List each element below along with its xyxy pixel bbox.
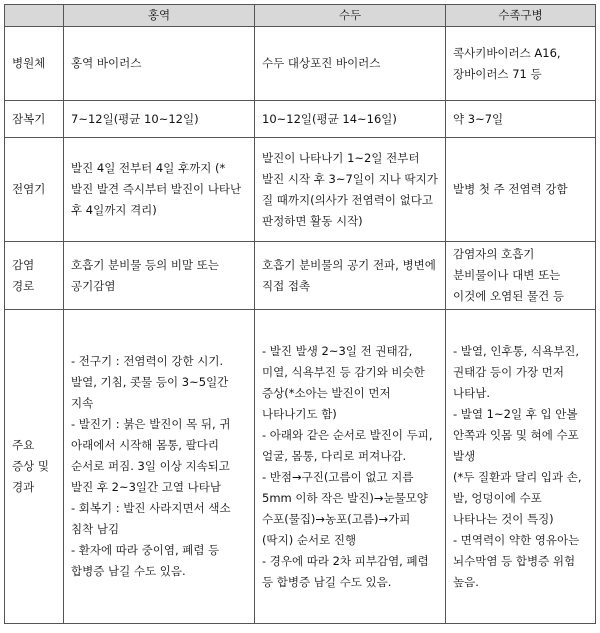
row-label-incubation: 잠복기 — [5, 101, 64, 138]
chickenpox-symptom-item: - 반점→구진(고름이 없고 지름 5mm 이하 작은 발진)→눈물모양 수포(물집)→농포(고름)→가피(딱지) 순서로 진행 — [262, 469, 428, 547]
row-pathogen — [5, 27, 596, 101]
hfmd-symptom-item: (*두 질환과 달리 입과 손, 발, 엉덩이에 수포 나타나는 것이 특징) — [453, 469, 582, 526]
header-hfmd: 수족구병 — [446, 5, 596, 27]
row-transmission — [5, 242, 596, 310]
measles-symptom-item: - 회복기 : 발진 사라지면서 색소 침착 남김 — [71, 501, 231, 536]
row-symptoms — [5, 310, 596, 624]
chickenpox-symptom-item: - 아래와 같은 순서로 발진이 두피, 얼굴, 몸통, 다리로 퍼져나감. — [262, 427, 433, 463]
cell-chickenpox-transmission: 호흡기 분비물의 공기 전파, 병변에 직접 접촉 — [255, 242, 446, 310]
measles-symptom-item: - 발진기 : 붉은 발진이 목 뒤, 귀 아래에서 시작해 몸통, 팔다리 순서로 퍼짐. 3일 이상 지속되고 발진 후 2~3일간 고열 나타남 — [71, 417, 231, 494]
row-label-contagious: 전염기 — [5, 138, 64, 242]
cell-chickenpox-pathogen: 수두 대상포진 바이러스 — [255, 27, 446, 101]
cell-hfmd-pathogen: 콕사키바이러스 A16, 장바이러스 71 등 — [446, 27, 596, 101]
header-corner — [5, 5, 64, 27]
header-row — [5, 5, 596, 27]
cell-chickenpox-symptoms — [255, 310, 446, 624]
row-label-pathogen: 병원체 — [5, 27, 64, 101]
row-contagious-period — [5, 138, 596, 242]
chickenpox-symptom-item: - 발진 발생 2~3일 전 권태감, 미열, 식욕부진 등 감기와 비슷한 증상(*소아는 발진이 먼저 나타나기도 함) — [262, 343, 425, 421]
hfmd-symptom-item: - 면역력이 약한 영유아는 뇌수막염 등 합병증 위험 높음. — [453, 532, 580, 589]
cell-measles-transmission: 호흡기 분비물 등의 비말 또는 공기감염 — [64, 242, 255, 310]
measles-symptom-item: - 전구기 : 전염력이 강한 시기. 발열, 기침, 콧물 등이 3~5일간 지속 — [71, 354, 229, 410]
cell-chickenpox-contagious: 발진이 나타나기 1~2일 전부터 발진 시작 후 3~7일이 지나 딱지가 질 때까지(의사가 전염력이 없다고 판정하면 활동 시작) — [255, 138, 446, 242]
cell-hfmd-contagious: 발병 첫 주 전염력 강함 — [446, 138, 596, 242]
disease-comparison-table — [4, 4, 596, 624]
row-incubation — [5, 101, 596, 138]
cell-measles-pathogen: 홍역 바이러스 — [64, 27, 255, 101]
hfmd-symptom-item: - 발열 1~2일 후 입 안볼 안쪽과 잇몸 및 혀에 수포 발생 — [453, 406, 579, 463]
cell-measles-symptoms — [64, 310, 255, 624]
chickenpox-symptom-item: - 경우에 따라 2차 피부감염, 폐렴 등 합병증 남길 수도 있음. — [262, 553, 429, 589]
header-measles: 홍역 — [64, 5, 255, 27]
cell-hfmd-symptoms — [446, 310, 596, 624]
cell-chickenpox-incubation: 10~12일(평균 14~16일) — [255, 101, 446, 138]
cell-hfmd-transmission: 감염자의 호흡기 분비물이나 대변 또는 이것에 오염된 물건 등 — [446, 242, 596, 310]
row-label-transmission: 감염 경로 — [5, 242, 64, 310]
cell-hfmd-incubation: 약 3~7일 — [446, 101, 596, 138]
header-chickenpox: 수두 — [255, 5, 446, 27]
row-label-symptoms: 주요 증상 및 경과 — [5, 310, 64, 624]
cell-measles-incubation: 7~12일(평균 10~12일) — [64, 101, 255, 138]
cell-measles-contagious: 발진 4일 전부터 4일 후까지 (*발진 발견 즉시부터 발진이 나타난 후 4일까지 격리) — [64, 138, 255, 242]
measles-symptom-item: - 환자에 따라 중이염, 폐렴 등 합병증 남길 수도 있음. — [71, 543, 220, 578]
hfmd-symptom-item: - 발열, 인후통, 식욕부진, 권태감 등이 가장 먼저 나타남. — [453, 343, 580, 400]
